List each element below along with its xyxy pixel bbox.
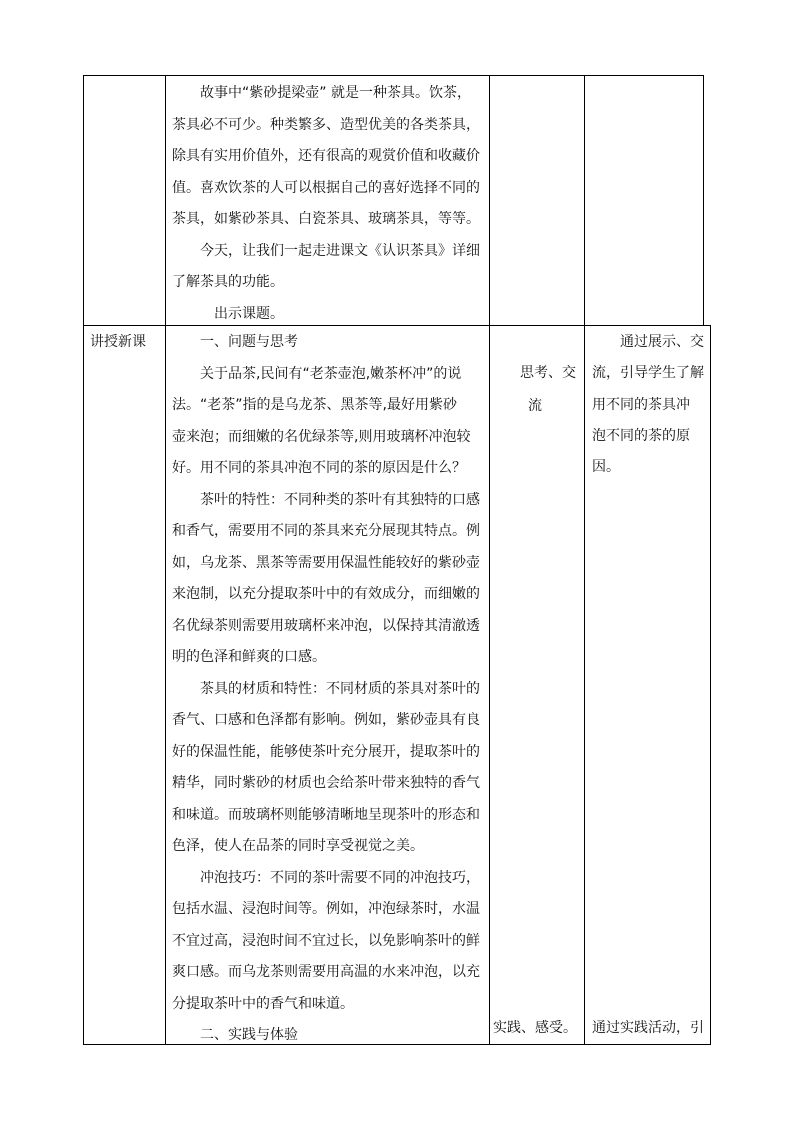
design-intent: 泡不同的茶的原	[592, 428, 690, 444]
text-line: 壶来泡；而细嫩的名优绿茶等,则用玻璃杯冲泡较	[172, 428, 471, 445]
col-border-right-top	[703, 75, 704, 326]
text-line: 好的保温性能，能够使茶叶充分展开，提取茶叶的	[172, 743, 480, 760]
text-line: 和香气，需要用不同的茶具来充分展现其特点。例	[172, 523, 480, 539]
col-border-left	[83, 75, 84, 1045]
text-line: 分提取茶叶中的香气和味道。	[172, 995, 354, 1012]
design-intent-2: 通过实践活动，引	[592, 1020, 704, 1036]
text-line: 香气、口感和色泽都有影响。例如，紫砂壶具有良	[172, 712, 480, 728]
text-line: 故事中“紫砂提梁壶” 就是一种茶具。饮茶，	[200, 85, 471, 101]
text-line: 爽口感。而乌龙茶则需要用高温的水来冲泡，以充	[172, 964, 480, 980]
design-intent: 用不同的茶具冲	[592, 397, 690, 413]
text-line: 如，乌龙茶、黑茶等需要用保温性能较好的紫砂壶	[172, 554, 480, 571]
table-top-border	[83, 75, 704, 76]
design-intent: 通过展示、交	[620, 334, 704, 350]
col-border-2	[165, 75, 166, 1045]
text-line: 茶叶的特性：不同种类的茶叶有其独特的口感	[200, 491, 480, 508]
text-line: 明的色泽和鲜爽的口感。	[172, 649, 326, 665]
text-line: 和味道。而玻璃杯则能够清晰地呈现茶叶的形态和	[172, 806, 480, 823]
text-line: 今天，让我们一起走进课文《认识茶具》详细	[200, 242, 480, 259]
student-activity: 流	[528, 398, 542, 414]
text-line: 关于品茶,民间有“老茶壶泡,嫩茶杯冲”的说	[200, 365, 462, 382]
text-line: 来泡制，以充分提取茶叶中的有效成分，而细嫩的	[172, 586, 480, 602]
student-activity: 思考、交	[520, 365, 576, 381]
stage-label: 讲授新课	[90, 334, 146, 350]
text-line: 了解茶具的功能。	[172, 274, 284, 290]
col-border-3	[489, 75, 490, 1045]
text-line: 名优绿茶则需要用玻璃杯来冲泡，以保持其清澈透	[172, 617, 480, 634]
text-line: 色泽，使人在品茶的同时享受视觉之美。	[172, 838, 424, 854]
section-heading: 一、问题与思考	[200, 334, 298, 350]
text-line: 茶具必不可少。种类繁多、造型优美的各类茶具，	[172, 116, 480, 133]
text-line: 不宜过高，浸泡时间不宜过长，以免影响茶叶的鲜	[172, 932, 480, 949]
design-intent: 因。	[592, 459, 620, 475]
text-line: 茶具，如紫砂茶具、白瓷茶具、玻璃茶具，等等。	[172, 211, 480, 227]
col-border-right-bottom	[710, 325, 711, 1045]
text-line: 精华，同时紫砂的材质也会给茶叶带来独特的香气	[172, 775, 480, 791]
text-line: 法。“老茶”指的是乌龙茶、黑茶等,最好用紫砂	[172, 397, 457, 413]
row1-content	[172, 78, 484, 330]
section-heading: 二、实践与体验	[200, 1027, 298, 1043]
text-line: 值。喜欢饮茶的人可以根据自己的喜好选择不同的	[172, 179, 480, 196]
text-line: 冲泡技巧：不同的茶叶需要不同的冲泡技巧，	[200, 869, 480, 886]
text-line: 除具有实用价值外，还有很高的观赏价值和收藏价	[172, 148, 480, 164]
text-line: 茶具的材质和特性：不同材质的茶具对茶叶的	[200, 680, 480, 697]
text-line: 好。用不同的茶具冲泡不同的茶的原因是什么？	[172, 460, 466, 476]
col-border-4	[584, 75, 585, 1045]
text-line: 包括水温、浸泡时间等。例如，冲泡绿茶时，水温	[172, 901, 480, 917]
text-line: 出示课题。	[214, 305, 284, 322]
row2-content	[172, 327, 484, 1052]
design-intent: 流，引导学生了解	[592, 365, 704, 381]
student-activity-2: 实践、感受。	[493, 1020, 577, 1036]
